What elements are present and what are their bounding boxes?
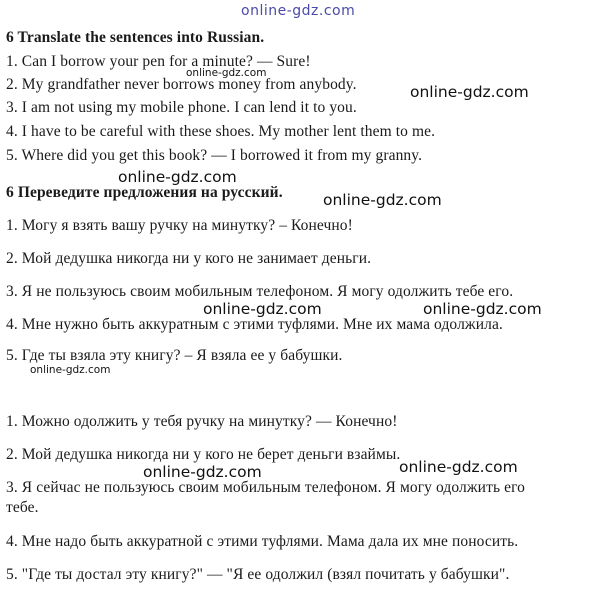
exercise-ru-sentence-1: 1. Могу я взять вашу ручку на минутку? – Конечно! — [6, 217, 353, 234]
watermark-top: online-gdz.com — [241, 3, 356, 19]
exercise-en-sentence-5: 5. Where did you get this book? — I borrowed it from my granny. — [6, 147, 423, 164]
alt-sentence-3: 3. Я сейчас не пользуюсь своим мобильным телефоном. Я могу одолжить его — [6, 479, 525, 496]
watermark-small: online-gdz.com — [30, 364, 111, 376]
watermark-small: online-gdz.com — [186, 67, 267, 79]
alt-sentence-5: 5. "Где ты достал эту книгу?" — "Я ее одолжил (взял почитать у бабушки". — [6, 566, 510, 583]
exercise-en-sentence-2: 2. My grandfather never borrows money from anybody. — [6, 76, 357, 93]
exercise-ru-sentence-2: 2. Мой дедушка никогда ни у кого не занимает деньги. — [6, 250, 372, 267]
exercise-ru-sentence-5: 5. Где ты взяла эту книгу? – Я взяла ее у бабушки. — [6, 347, 343, 364]
watermark: online-gdz.com — [399, 458, 518, 476]
exercise-ru-sentence-3: 3. Я не пользуюсь своим мобильным телефоном. Я могу одолжить тебе его. — [6, 283, 514, 300]
watermark: online-gdz.com — [118, 168, 237, 186]
alt-sentence-4: 4. Мне надо быть аккуратной с этими туфлями. Мама дала их мне поносить. — [6, 533, 519, 550]
watermark: online-gdz.com — [143, 463, 262, 481]
alt-sentence-1: 1. Можно одолжить у тебя ручку на минутку? — Конечно! — [6, 413, 398, 430]
exercise-ru-sentence-4: 4. Мне нужно быть аккуратным с этими туфлями. Мне их мама одолжила. — [6, 316, 503, 333]
watermark: online-gdz.com — [323, 191, 442, 209]
exercise-en-sentence-4: 4. I have to be careful with these shoes. My mother lent them to me. — [6, 123, 436, 140]
watermark: online-gdz.com — [423, 300, 542, 318]
watermark: online-gdz.com — [410, 83, 529, 101]
watermark: online-gdz.com — [203, 300, 322, 318]
alt-sentence-2: 2. Мой дедушка никогда ни у кого не берет деньги взаймы. — [6, 446, 401, 463]
exercise-en-heading: 6 Translate the sentences into Russian. — [6, 29, 265, 46]
exercise-en-sentence-3: 3. I am not using my mobile phone. I can lend it to you. — [6, 99, 357, 116]
exercise-ru-heading: 6 Переведите предложения на русский. — [6, 184, 283, 201]
exercise-en-sentence-1: 1. Can I borrow your pen for a minute? — Sure! — [6, 53, 311, 70]
alt-sentence-3-continued: тебе. — [6, 499, 39, 516]
